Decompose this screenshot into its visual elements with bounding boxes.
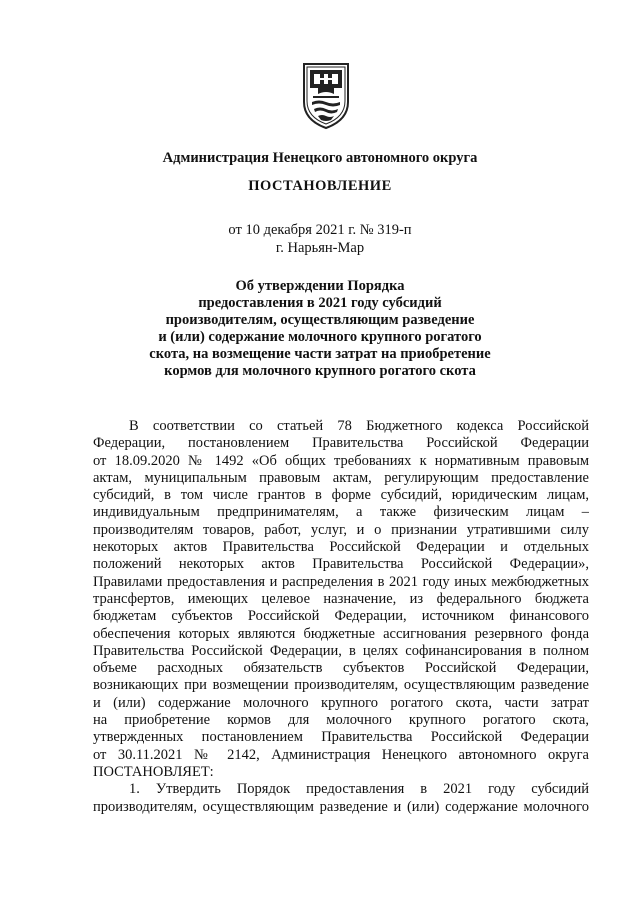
body-line: актам, муниципальным правовым актам, регулирующим предоставление <box>93 469 589 486</box>
body-line: бюджетам субъектов Российской Федерации, источником финансового <box>93 608 589 625</box>
body-line: субсидий, в том числе грантов в форме субсидий, юридическим лицам, <box>93 487 589 504</box>
body-line: 1. Утвердить Порядок предоставления в 2021 году субсидий <box>129 781 589 798</box>
title-line: кормов для молочного крупного рогатого скота <box>164 363 476 379</box>
document-type: ПОСТАНОВЛЕНИЕ <box>248 178 392 194</box>
body-line: утвержденных постановлением Правительства Российской Федерации <box>93 729 589 746</box>
date-number-line: от 10 декабря 2021 г. № 319-п <box>228 222 412 238</box>
administration-name: Администрация Ненецкого автономного округа <box>162 150 478 166</box>
body-line: В соответствии со статьей 78 Бюджетного кодекса Российской <box>129 418 589 434</box>
body-line: и (или) содержание молочного крупного рогатого скота, части затрат <box>93 694 589 711</box>
body-line: ПОСТАНОВЛЯЕТ: <box>93 763 214 780</box>
body-line: производителям товаров, работ, услуг, и о признании утратившими силу <box>93 521 589 538</box>
body-line: возникающих при возмещении производителям, осуществляющим разведение <box>93 677 589 694</box>
body-line: Правилами предоставления и распределения в 2021 году иных межбюджетных <box>93 573 589 590</box>
document-body <box>93 418 589 816</box>
body-line: некоторых актов Правительства Российской Федерации и отдельных <box>93 539 589 556</box>
body-line: Правительства Российской Федерации, в целях софинансирования в полном <box>93 642 589 659</box>
body-line: положений некоторых актов Правительства Российской Федерации», <box>93 556 589 573</box>
title-line: скота, на возмещение части затрат на приобретение <box>149 346 491 362</box>
body-line: обеспечения которых являются бюджетные ассигнования резервного фонда <box>93 625 589 642</box>
title-line: и (или) содержание молочного крупного рогатого <box>158 329 482 345</box>
title-line: производителям, осуществляющим разведение <box>165 312 475 328</box>
body-line: трансфертов, имеющих целевое назначение, из федерального бюджета <box>93 590 589 607</box>
title-line: предоставления в 2021 году субсидий <box>198 295 442 311</box>
body-line: индивидуальным предпринимателям, а также физическим лицам – <box>93 504 589 521</box>
body-line: производителям, осуществляющим разведение и (или) содержание молочного <box>93 798 589 815</box>
city-line: г. Нарьян-Мар <box>275 240 365 256</box>
body-line: от 18.09.2020 № 1492 «Об общих требованиях к нормативным правовым <box>93 452 589 469</box>
document-title <box>60 278 580 380</box>
coat-of-arms-icon <box>300 58 352 130</box>
body-line: объеме расходных обязательств субъектов Российской Федерации, <box>93 660 589 677</box>
body-line: Федерации, постановлением Правительства Российской Федерации <box>93 435 589 452</box>
body-line: на приобретение кормов для молочного крупного рогатого скота, <box>93 712 589 729</box>
title-line: Об утверждении Порядка <box>235 278 405 294</box>
body-line: от 30.11.2021 № 2142, Администрация Ненецкого автономного округа <box>93 746 589 763</box>
